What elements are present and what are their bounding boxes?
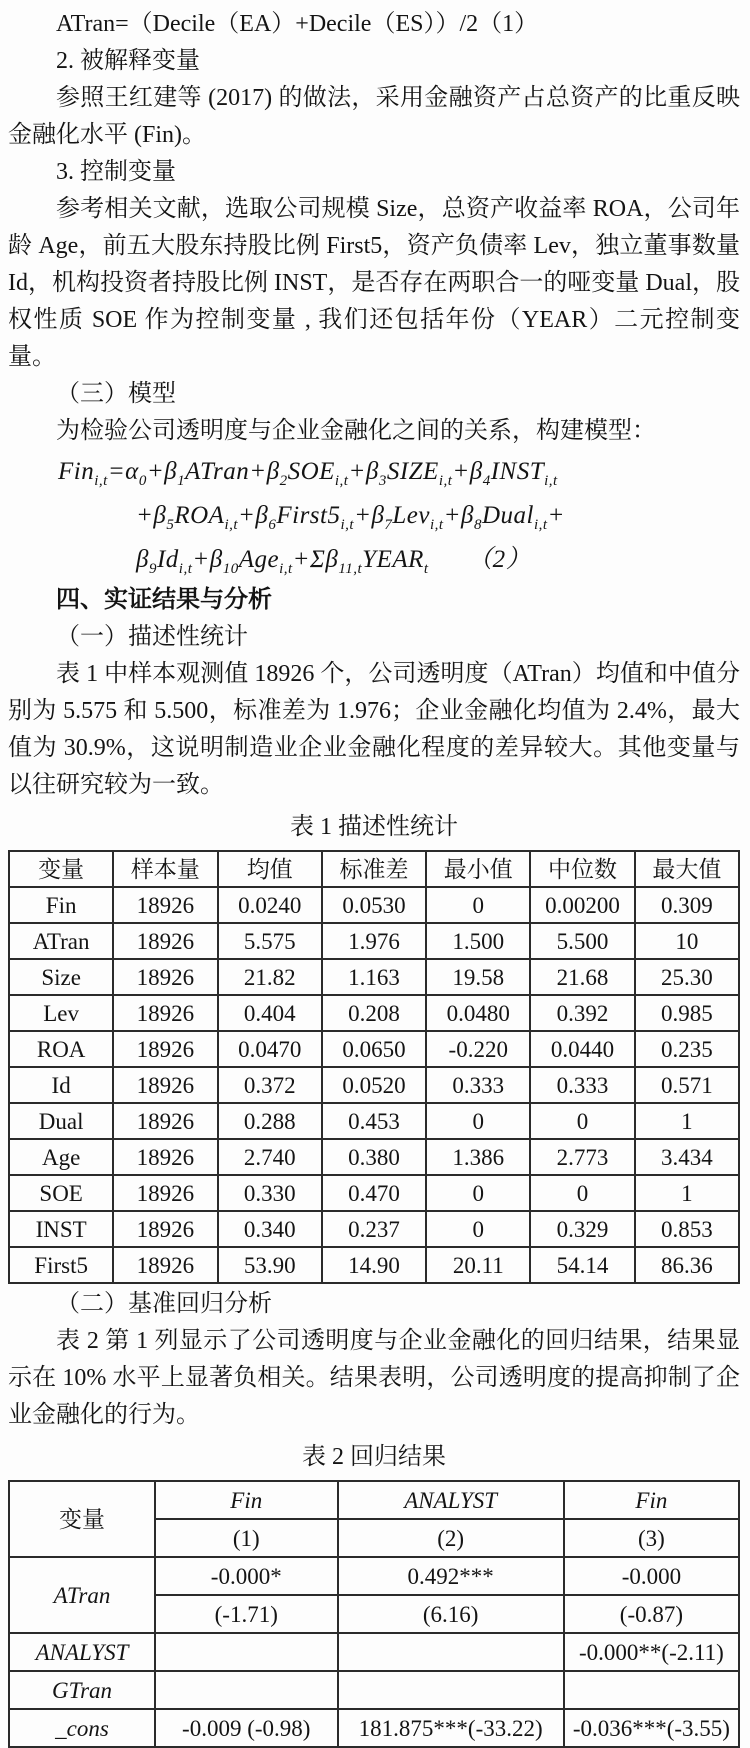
table1-header-max: 最大值 [635, 851, 739, 887]
variable-cell: Lev [9, 995, 113, 1031]
value-cell: 3.434 [635, 1139, 739, 1175]
value-cell: 25.30 [635, 959, 739, 995]
value-cell: 14.90 [322, 1247, 426, 1283]
table2-gtran-value-3 [564, 1671, 739, 1709]
value-cell: 18926 [113, 1067, 217, 1103]
subheading-model: （三）模型 [56, 381, 176, 407]
variable-cell: Fin [9, 887, 113, 923]
value-cell: 1.163 [322, 959, 426, 995]
table1-title: 表 1 描述性统计 [290, 814, 458, 840]
table2-atran-tstat-1: (-1.71) [155, 1595, 338, 1633]
value-cell: 0.571 [635, 1067, 739, 1103]
value-cell: 0.333 [426, 1067, 530, 1103]
value-cell: 0.453 [322, 1103, 426, 1139]
paragraph-baseline-regression: 表 2 第 1 列显示了公司透明度与企业金融化的回归结果，结果显示在 10% 水平上显著负相关。结果表明，公司透明度的提高抑制了企业金融化的行为。 [8, 1328, 740, 1428]
table2-model-number-1: (1) [155, 1519, 338, 1557]
table2-cons-row [9, 1709, 739, 1747]
variable-cell: Size [9, 959, 113, 995]
value-cell: -0.220 [426, 1031, 530, 1067]
value-cell: 0 [426, 887, 530, 923]
table2-title: 表 2 回归结果 [302, 1444, 446, 1470]
table2-gtran-label: GTran [9, 1671, 155, 1709]
variable-cell: ATran [9, 923, 113, 959]
value-cell: 1 [635, 1175, 739, 1211]
value-cell: 0.208 [322, 995, 426, 1031]
value-cell: 54.14 [530, 1247, 634, 1283]
value-cell: 2.740 [218, 1139, 322, 1175]
table2-model-number-2: (2) [338, 1519, 564, 1557]
value-cell: 18926 [113, 923, 217, 959]
table1-header-mean: 均值 [218, 851, 322, 887]
table2-gtran-value-2 [338, 1671, 564, 1709]
subheading-descriptive-statistics: （一）描述性统计 [56, 624, 248, 650]
table2-atran-coef-1: -0.000* [155, 1557, 338, 1595]
table2-gtran-value-1 [155, 1671, 338, 1709]
table2-cons-value-2: 181.875***(-33.22) [338, 1709, 564, 1747]
value-cell: 0 [530, 1175, 634, 1211]
table2-analyst-label: ANALYST [9, 1633, 155, 1671]
value-cell: 18926 [113, 1211, 217, 1247]
section-heading-empirical-results: 四、实证结果与分析 [56, 587, 272, 613]
value-cell: 86.36 [635, 1247, 739, 1283]
subheading-baseline-regression: （二）基准回归分析 [56, 1291, 272, 1317]
table2-cons-value-1: -0.009 (-0.98) [155, 1709, 338, 1747]
table-row [9, 1139, 739, 1175]
value-cell: 0.340 [218, 1211, 322, 1247]
value-cell: 0.237 [322, 1211, 426, 1247]
table-row [9, 1067, 739, 1103]
value-cell: 18926 [113, 995, 217, 1031]
value-cell: 18926 [113, 1175, 217, 1211]
value-cell: 5.575 [218, 923, 322, 959]
value-cell: 0.235 [635, 1031, 739, 1067]
table-row [9, 1103, 739, 1139]
paragraph-control-variables: 参考相关文献，选取公司规模 Size，总资产收益率 ROA，公司年龄 Age，前五大股东持股比例 First5，资产负债率 Lev，独立董事数量 Id，机构投资者持股比例 INST，是否存在两职合一的哑变量 Dual，股权性质 SOE 作为控制变量 , 我们还包括年份（YEAR）二元控制变量。 [8, 196, 740, 370]
variable-cell: INST [9, 1211, 113, 1247]
value-cell: 0.470 [322, 1175, 426, 1211]
table-row [9, 1247, 739, 1283]
table-row [9, 923, 739, 959]
value-cell: 0 [426, 1211, 530, 1247]
table2-model-header-fin-1: Fin [155, 1481, 338, 1519]
table1-descriptive-statistics [8, 850, 740, 1284]
value-cell: 10 [635, 923, 739, 959]
table-row [9, 1031, 739, 1067]
value-cell: 1.500 [426, 923, 530, 959]
equation-2-line-1: $Fin_{i,t}=\alpha_0+\beta_1ATran+\beta_2SOE_{i,t}+\beta_3SIZE_{i,t}+\beta_4INST_{i,t}$ [58, 458, 558, 489]
paragraph-model-intro: 为检验公司透明度与企业金融化之间的关系，构建模型： [56, 418, 656, 444]
table1-header-stddev: 标准差 [322, 851, 426, 887]
value-cell: 0.0440 [530, 1031, 634, 1067]
value-cell: 0 [530, 1103, 634, 1139]
table2-atran-tstat-2: (6.16) [338, 1595, 564, 1633]
table-row [9, 959, 739, 995]
value-cell: 21.68 [530, 959, 634, 995]
table2-atran-coef-2: 0.492*** [338, 1557, 564, 1595]
table1-header-row [9, 851, 739, 887]
table2-gtran-row [9, 1671, 739, 1709]
variable-cell: Id [9, 1067, 113, 1103]
value-cell: 18926 [113, 1247, 217, 1283]
value-cell: 18926 [113, 1103, 217, 1139]
value-cell: 18926 [113, 959, 217, 995]
value-cell: 0.329 [530, 1211, 634, 1247]
value-cell: 0.404 [218, 995, 322, 1031]
value-cell: 21.82 [218, 959, 322, 995]
table2-cons-label: _cons [9, 1709, 155, 1747]
value-cell: 20.11 [426, 1247, 530, 1283]
table2-variable-header: 变量 [9, 1481, 155, 1557]
table2-model-header-row [9, 1481, 739, 1519]
value-cell: 1.386 [426, 1139, 530, 1175]
value-cell: 18926 [113, 1139, 217, 1175]
table2-model-number-3: (3) [564, 1519, 739, 1557]
table2-analyst-value-1 [155, 1633, 338, 1671]
value-cell: 0.392 [530, 995, 634, 1031]
variable-cell: Age [9, 1139, 113, 1175]
subheading-dependent-variable: 2. 被解释变量 [56, 48, 200, 74]
value-cell: 0.0530 [322, 887, 426, 923]
table2-analyst-value-3: -0.000**(-2.11) [564, 1633, 739, 1671]
value-cell: 0 [426, 1175, 530, 1211]
table2-analyst-row [9, 1633, 739, 1671]
table2-atran-coef-3: -0.000 [564, 1557, 739, 1595]
value-cell: 0.288 [218, 1103, 322, 1139]
value-cell: 0.0470 [218, 1031, 322, 1067]
equation-2-line-2: $+\beta_5ROA_{i,t}+\beta_6First5_{i,t}+\beta_7Lev_{i,t}+\beta_8Dual_{i,t}+$ [136, 502, 565, 533]
variable-cell: ROA [9, 1031, 113, 1067]
value-cell: 18926 [113, 887, 217, 923]
variable-cell: First5 [9, 1247, 113, 1283]
value-cell: 0.333 [530, 1067, 634, 1103]
table2-model-header-fin-2: Fin [564, 1481, 739, 1519]
table2-atran-tstat-3: (-0.87) [564, 1595, 739, 1633]
table-row [9, 1175, 739, 1211]
equation-1: ATran=（Decile（EA）+Decile（ES））/2（1） [56, 11, 539, 37]
value-cell: 0 [426, 1103, 530, 1139]
table2-analyst-value-2 [338, 1633, 564, 1671]
equation-2-line-3: $\beta_9Id_{i,t}+\beta_{10}Age_{i,t}+\Sigma\beta_{11,t}YEAR_t$ （2） [136, 546, 532, 577]
table2-cons-value-3: -0.036***(-3.55) [564, 1709, 739, 1747]
value-cell: 0.853 [635, 1211, 739, 1247]
table-row [9, 995, 739, 1031]
value-cell: 19.58 [426, 959, 530, 995]
value-cell: 0.330 [218, 1175, 322, 1211]
value-cell: 2.773 [530, 1139, 634, 1175]
value-cell: 0.0520 [322, 1067, 426, 1103]
value-cell: 5.500 [530, 923, 634, 959]
variable-cell: SOE [9, 1175, 113, 1211]
table2-regression-results [8, 1480, 740, 1748]
value-cell: 0.985 [635, 995, 739, 1031]
value-cell: 0.309 [635, 887, 739, 923]
value-cell: 0.0650 [322, 1031, 426, 1067]
table2-atran-label: ATran [9, 1557, 155, 1633]
variable-cell: Dual [9, 1103, 113, 1139]
value-cell: 0.372 [218, 1067, 322, 1103]
table2-atran-coef-row [9, 1557, 739, 1595]
value-cell: 53.90 [218, 1247, 322, 1283]
value-cell: 0.380 [322, 1139, 426, 1175]
value-cell: 0.00200 [530, 887, 634, 923]
subheading-control-variables: 3. 控制变量 [56, 159, 176, 185]
table-row [9, 887, 739, 923]
value-cell: 0.0480 [426, 995, 530, 1031]
table1-body [9, 887, 739, 1283]
table1-header-sample-size: 样本量 [113, 851, 217, 887]
value-cell: 18926 [113, 1031, 217, 1067]
table1-header-variable: 变量 [9, 851, 113, 887]
table1-header-median: 中位数 [530, 851, 634, 887]
value-cell: 1.976 [322, 923, 426, 959]
paragraph-dependent-variable: 参照王红建等 (2017) 的做法，采用金融资产占总资产的比重反映金融化水平 (Fin)。 [8, 85, 740, 148]
table1-header-min: 最小值 [426, 851, 530, 887]
value-cell: 1 [635, 1103, 739, 1139]
paragraph-descriptive-statistics: 表 1 中样本观测值 18926 个，公司透明度（ATran）均值和中值分别为 5.575 和 5.500，标准差为 1.976；企业金融化均值为 2.4%，最大值为 30.9%，这说明制造业企业金融化程度的差异较大。其他变量与以往研究较为一致。 [8, 661, 740, 798]
value-cell: 0.0240 [218, 887, 322, 923]
table2-model-header-analyst: ANALYST [338, 1481, 564, 1519]
table-row [9, 1211, 739, 1247]
equation-2 [8, 450, 740, 582]
